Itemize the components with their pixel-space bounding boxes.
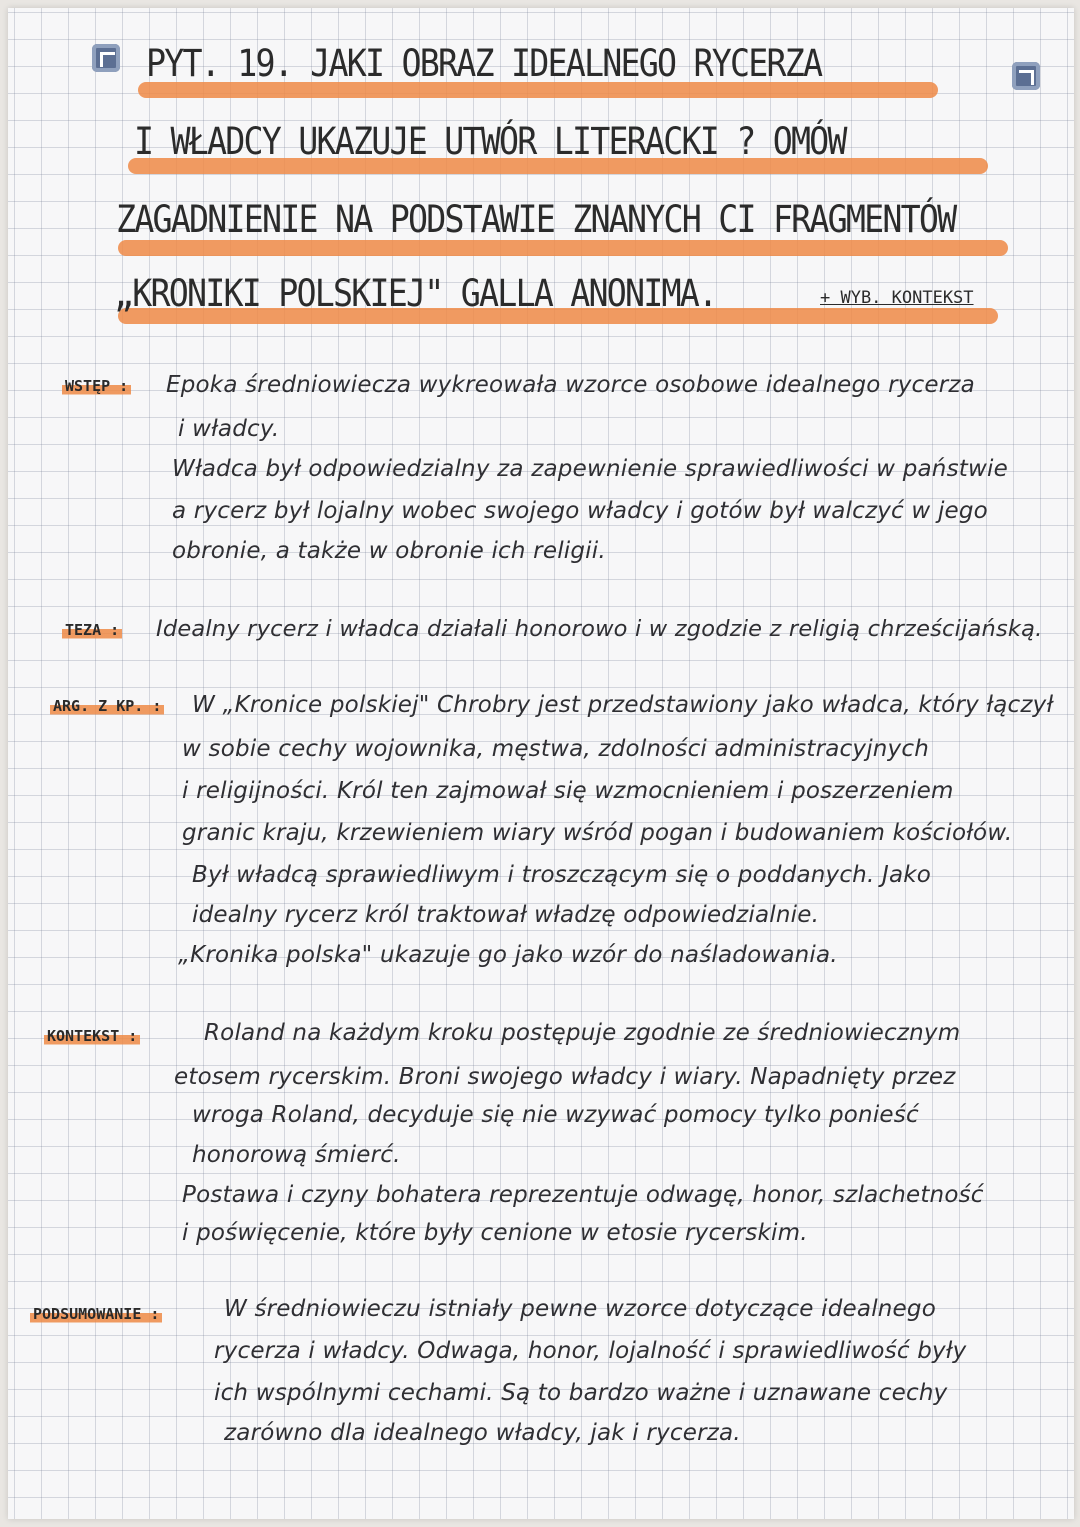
corner-bracket-right-icon: [1012, 62, 1040, 90]
context-line: Postawa i czyny bohatera reprezentuje odwagę, honor, szlachetność: [182, 1182, 984, 1208]
argument-label: ARG. Z KP. :: [50, 696, 164, 716]
intro-line: Epoka średniowiecza wykreowała wzorce osobowe idealnego rycerza: [166, 372, 975, 398]
argument-line: w sobie cechy wojownika, męstwa, zdolności administracyjnych: [182, 736, 929, 762]
thesis-label: TEZA :: [62, 620, 122, 640]
argument-line: Był władcą sprawiedliwym i troszczącym się o poddanych. Jako: [192, 862, 932, 888]
title-line-1: PYT. 19. JAKI OBRAZ IDEALNEGO RYCERZA: [146, 42, 822, 85]
intro-line: Władca był odpowiedzialny za zapewnienie sprawiedliwości w państwie: [172, 456, 1008, 482]
argument-line: „Kronika polska" ukazuje go jako wzór do naśladowania.: [178, 942, 838, 968]
summary-line: ich wspólnymi cechami. Są to bardzo ważne i uznawane cechy: [214, 1380, 948, 1406]
context-line: etosem rycerskim. Broni swojego władcy i wiary. Napadnięty przez: [174, 1064, 956, 1090]
argument-line: granic kraju, krzewieniem wiary wśród pogan i budowaniem kościołów.: [182, 820, 1013, 846]
argument-line: W „Kronice polskiej" Chrobry jest przedstawiony jako władca, który łączył: [192, 692, 1054, 718]
title-line-3: ZAGADNIENIE NA PODSTAWIE ZNANYCH CI FRAGMENTÓW: [116, 198, 956, 241]
intro-line: i władcy.: [178, 416, 280, 442]
intro-line: obronie, a także w obronie ich religii.: [172, 538, 606, 564]
argument-line: idealny rycerz król traktował władzę odpowiedzialnie.: [192, 902, 820, 928]
context-line: honorową śmierć.: [192, 1142, 401, 1168]
title-highlight-3: [118, 240, 1008, 256]
corner-bracket-left-icon: [92, 44, 120, 72]
context-line: Roland na każdym kroku postępuje zgodnie ze średniowiecznym: [204, 1020, 961, 1046]
context-line: i poświęcenie, które były cenione w etosie rycerskim.: [182, 1220, 808, 1246]
title-line-4: „KRONIKI POLSKIEJ" GALLA ANONIMA.: [114, 272, 717, 315]
summary-label: PODSUMOWANIE :: [30, 1304, 162, 1324]
intro-line: a rycerz był lojalny wobec swojego władcy i gotów był walczyć w jego: [172, 498, 988, 524]
context-label: KONTEKST :: [44, 1026, 140, 1046]
summary-line: rycerza i władcy. Odwaga, honor, lojalność i sprawiedliwość były: [214, 1338, 967, 1364]
context-line: wroga Roland, decyduje się nie wzywać pomocy tylko ponieść: [192, 1102, 919, 1128]
notebook-page: [8, 8, 1074, 1519]
argument-line: i religijności. Król ten zajmował się wzmocnieniem i poszerzeniem: [182, 778, 954, 804]
title-line-2: I WŁADCY UKAZUJE UTWÓR LITERACKI ? OMÓW: [134, 120, 846, 163]
summary-line: zarówno dla idealnego władcy, jak i rycerza.: [224, 1420, 741, 1446]
summary-line: W średniowieczu istniały pewne wzorce dotyczące idealnego: [224, 1296, 936, 1322]
intro-label: WSTĘP :: [62, 376, 131, 396]
thesis-line: Idealny rycerz i władca działali honorowo i w zgodzie z religią chrześcijańską.: [156, 616, 1043, 642]
title-context-tag: + WYB. KONTEKST: [820, 288, 974, 308]
